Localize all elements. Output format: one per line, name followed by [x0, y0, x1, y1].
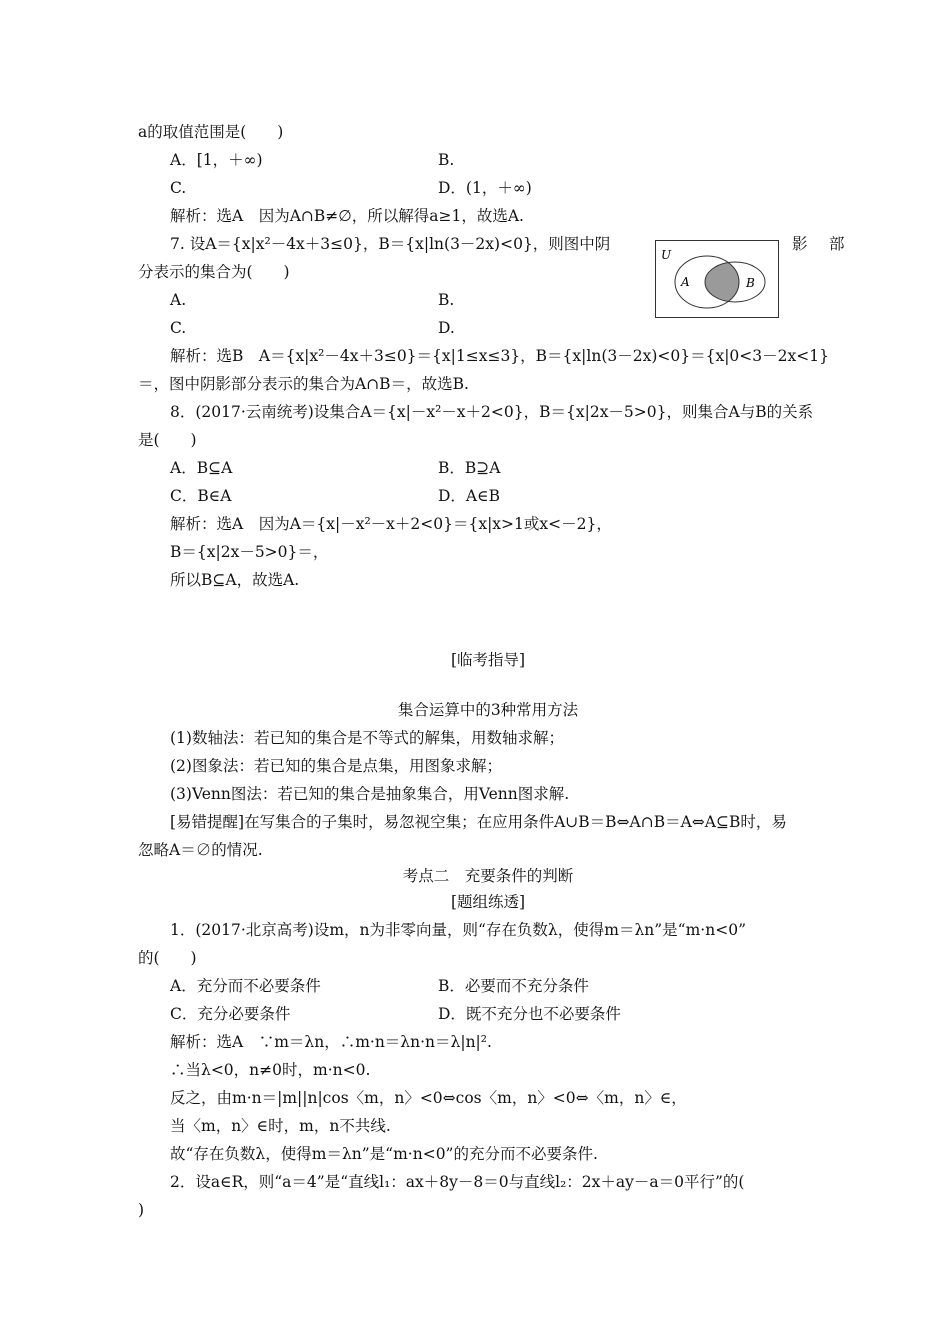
- q7-option-a: A.: [170, 291, 187, 309]
- q7-stem: 7. 设A＝{x|x²－4x＋3≤0}，B＝{x|ln(3－2x)<0}，则图中阴: [170, 235, 611, 253]
- p1-solution-line1: 解析：选A ∵m＝λn，∴m·n＝λn·n＝λ|n|².: [170, 1033, 492, 1051]
- p1-stem-cont: 的( ): [138, 949, 197, 967]
- q8-option-b: B．B⊇A: [438, 459, 501, 477]
- p2-stem: 2．设a∈R，则“a＝4”是“直线l₁：ax＋8y－8＝0与直线l₂：2x＋ay－a＝0平行”的(: [170, 1173, 745, 1191]
- q7-option-d: D.: [438, 319, 455, 337]
- q7-stem-right: 影 部: [792, 235, 848, 253]
- method-1: (1)数轴法：若已知的集合是不等式的解集，用数轴求解；: [170, 729, 564, 747]
- venn-label-b: B: [746, 276, 755, 290]
- q7-solution-line1: 解析：选B A＝{x|x²－4x＋3≤0}＝{x|1≤x≤3}，B＝{x|ln(3－2x)<0}＝{x|0<3－2x<1}: [170, 347, 829, 365]
- practice-heading: [题组练透]: [450, 893, 526, 911]
- q7-solution-line2: ＝，图中阴影部分表示的集合为A∩B＝，故选B.: [138, 375, 469, 393]
- q6-option-c: C.: [170, 179, 187, 197]
- error-reminder-line1: [易错提醒]在写集合的子集时，易忽视空集；在应用条件A∪B＝B⇔A∩B＝A⇔A⊆B时，易: [170, 813, 787, 831]
- topic-2-heading: 考点二 充要条件的判断: [402, 867, 574, 885]
- venn-label-u: U: [661, 248, 672, 262]
- q7-stem-cont: 分表示的集合为( ): [138, 263, 290, 281]
- method-3: (3)Venn图法：若已知的集合是抽象集合，用Venn图求解.: [170, 785, 570, 803]
- q6-option-d: D．(1，＋∞): [438, 179, 532, 197]
- q6-stem-tail: a的取值范围是( ): [138, 123, 284, 141]
- q7-option-b: B.: [438, 291, 455, 309]
- p1-stem: 1．(2017·北京高考)设m，n为非零向量，则“存在负数λ，使得m＝λn”是“m·n<0”: [170, 921, 746, 939]
- methods-title: 集合运算中的3种常用方法: [397, 701, 579, 719]
- p1-solution-line4: 当〈m，n〉∈时，m，n不共线.: [170, 1117, 391, 1135]
- q6-option-b: B.: [438, 151, 455, 169]
- p1-solution-line3: 反之，由m·n＝|m||n|cos〈m，n〉<0⇔cos〈m，n〉<0⇔〈m，n〉∈，: [170, 1089, 687, 1107]
- q6-solution: 解析：选A 因为A∩B≠∅，所以解得a≥1，故选A.: [170, 207, 524, 225]
- q8-solution-line1: 解析：选A 因为A＝{x|－x²－x＋2<0}＝{x|x>1或x<－2}，: [170, 515, 612, 533]
- q8-option-a: A．B⊆A: [170, 459, 233, 477]
- q8-solution-line2: B＝{x|2x－5>0}＝，: [170, 543, 329, 561]
- section-heading-guide: [临考指导]: [450, 651, 526, 669]
- q8-stem: 8．(2017·云南统考)设集合A＝{x|－x²－x＋2<0}，B＝{x|2x－5>0}，则集合A与B的关系: [170, 403, 814, 421]
- q8-option-d: D．A∈B: [438, 487, 500, 505]
- p2-stem-cont: ): [138, 1201, 145, 1219]
- q8-solution-line3: 所以B⊆A，故选A.: [170, 571, 300, 589]
- q7-option-c: C.: [170, 319, 187, 337]
- p1-solution-line2: ∴当λ<0，n≠0时，m·n<0.: [170, 1061, 371, 1079]
- p1-option-b: B．必要而不充分条件: [438, 977, 589, 995]
- p1-option-c: C．充分必要条件: [170, 1005, 291, 1023]
- p1-option-a: A．充分而不必要条件: [170, 977, 321, 995]
- p1-option-d: D．既不充分也不必要条件: [438, 1005, 621, 1023]
- q6-option-a: A．[1，＋∞): [170, 151, 263, 169]
- method-2: (2)图象法：若已知的集合是点集，用图象求解；: [170, 757, 502, 775]
- p1-solution-line5: 故“存在负数λ，使得m＝λn”是“m·n<0”的充分而不必要条件.: [170, 1145, 598, 1163]
- venn-label-a: A: [681, 275, 690, 289]
- q8-option-c: C．B∈A: [170, 487, 232, 505]
- error-reminder-line2: 忽略A＝∅的情况.: [138, 841, 263, 859]
- venn-diagram: [655, 240, 779, 318]
- q8-stem-cont: 是( ): [138, 431, 197, 449]
